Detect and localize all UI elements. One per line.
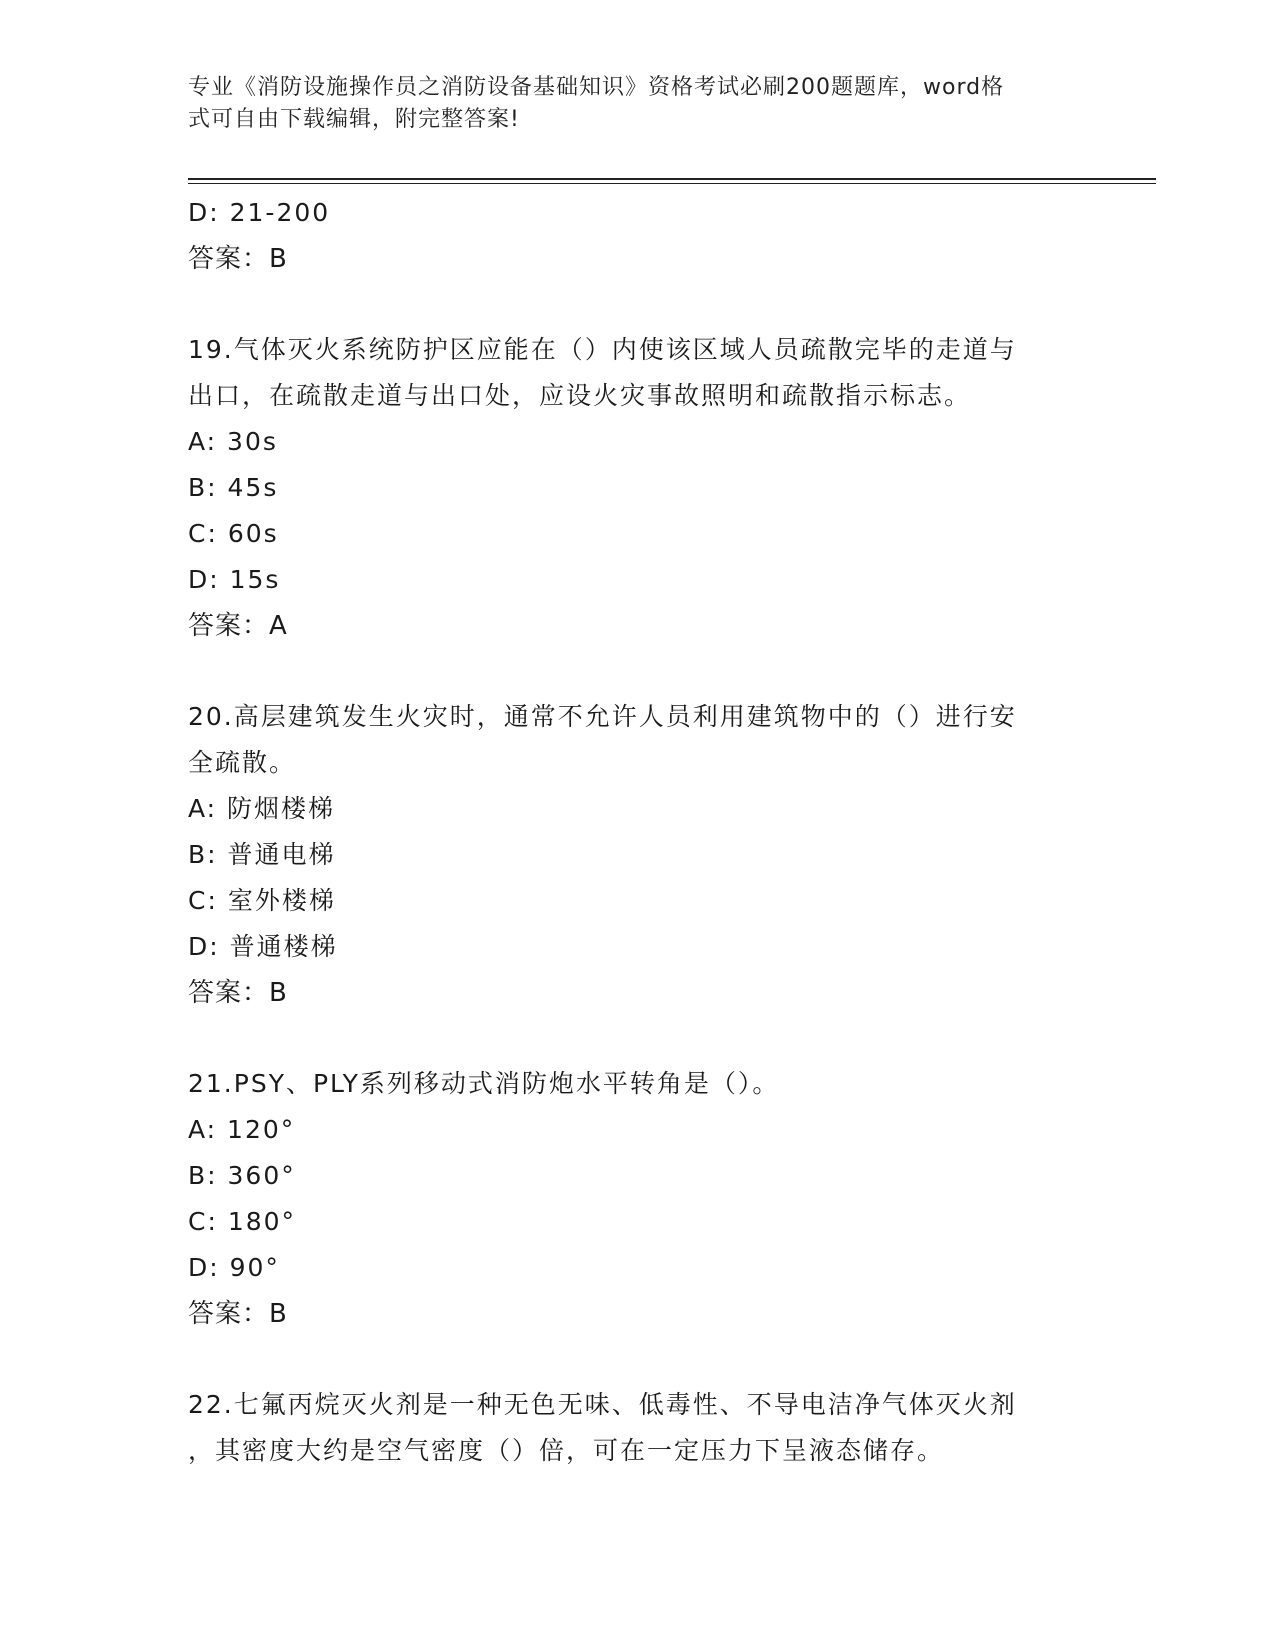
option-d: D: 90° <box>188 1253 280 1282</box>
option-d: D: 普通楼梯 <box>188 932 338 961</box>
page-header <box>188 72 1088 136</box>
option-a: A: 120° <box>188 1115 296 1144</box>
header-divider-thin <box>188 183 1156 184</box>
answer: 答案：B <box>188 1299 288 1329</box>
header-title-line-2: 式可自由下载编辑，附完整答案! <box>188 107 520 132</box>
spacer <box>188 1337 1088 1382</box>
option-c: C: 180° <box>188 1207 297 1236</box>
question-stem-line-1: 21.PSY、PLY系列移动式消防炮水平转角是（）。 <box>188 1069 780 1098</box>
question-stem-line-2: ，其密度大约是空气密度（）倍，可在一定压力下呈液态储存。 <box>188 1436 945 1465</box>
question-21 <box>188 1061 1088 1337</box>
option-b: B: 45s <box>188 473 279 502</box>
spacer <box>188 282 1088 327</box>
question-stem-line-1: 20.高层建筑发生火灾时，通常不允许人员利用建筑物中的（）进行安 <box>188 702 1017 731</box>
question-stem-line-1: 22.七氟丙烷灭火剂是一种无色无味、低毒性、不导电洁净气体灭火剂 <box>188 1390 1017 1419</box>
header-divider-thick <box>188 178 1156 180</box>
prev-option-d: D: 21-200 <box>188 198 331 227</box>
option-d: D: 15s <box>188 565 281 594</box>
option-b: B: 360° <box>188 1161 296 1190</box>
question-19 <box>188 327 1088 649</box>
answer: 答案：B <box>188 978 288 1008</box>
spacer <box>188 1016 1088 1061</box>
answer: 答案：A <box>188 611 288 641</box>
spacer <box>188 649 1088 694</box>
prev-answer: 答案：B <box>188 244 288 274</box>
question-20 <box>188 694 1088 1016</box>
question-stem-line-2: 全疏散。 <box>188 748 297 777</box>
question-stem-line-2: 出口，在疏散走道与出口处，应设火灾事故照明和疏散指示标志。 <box>188 381 972 410</box>
option-a: A: 30s <box>188 427 278 456</box>
question-22 <box>188 1382 1088 1474</box>
header-title-line-1: 专业《消防设施操作员之消防设备基础知识》资格考试必刷200题题库，word格 <box>188 75 1005 100</box>
option-a: A: 防烟楼梯 <box>188 794 336 823</box>
option-b: B: 普通电梯 <box>188 840 336 869</box>
question-stem-line-1: 19.气体灭火系统防护区应能在（）内使该区域人员疏散完毕的走道与 <box>188 335 1017 364</box>
question-content <box>188 190 1088 1474</box>
option-c: C: 室外楼梯 <box>188 886 336 915</box>
option-c: C: 60s <box>188 519 279 548</box>
